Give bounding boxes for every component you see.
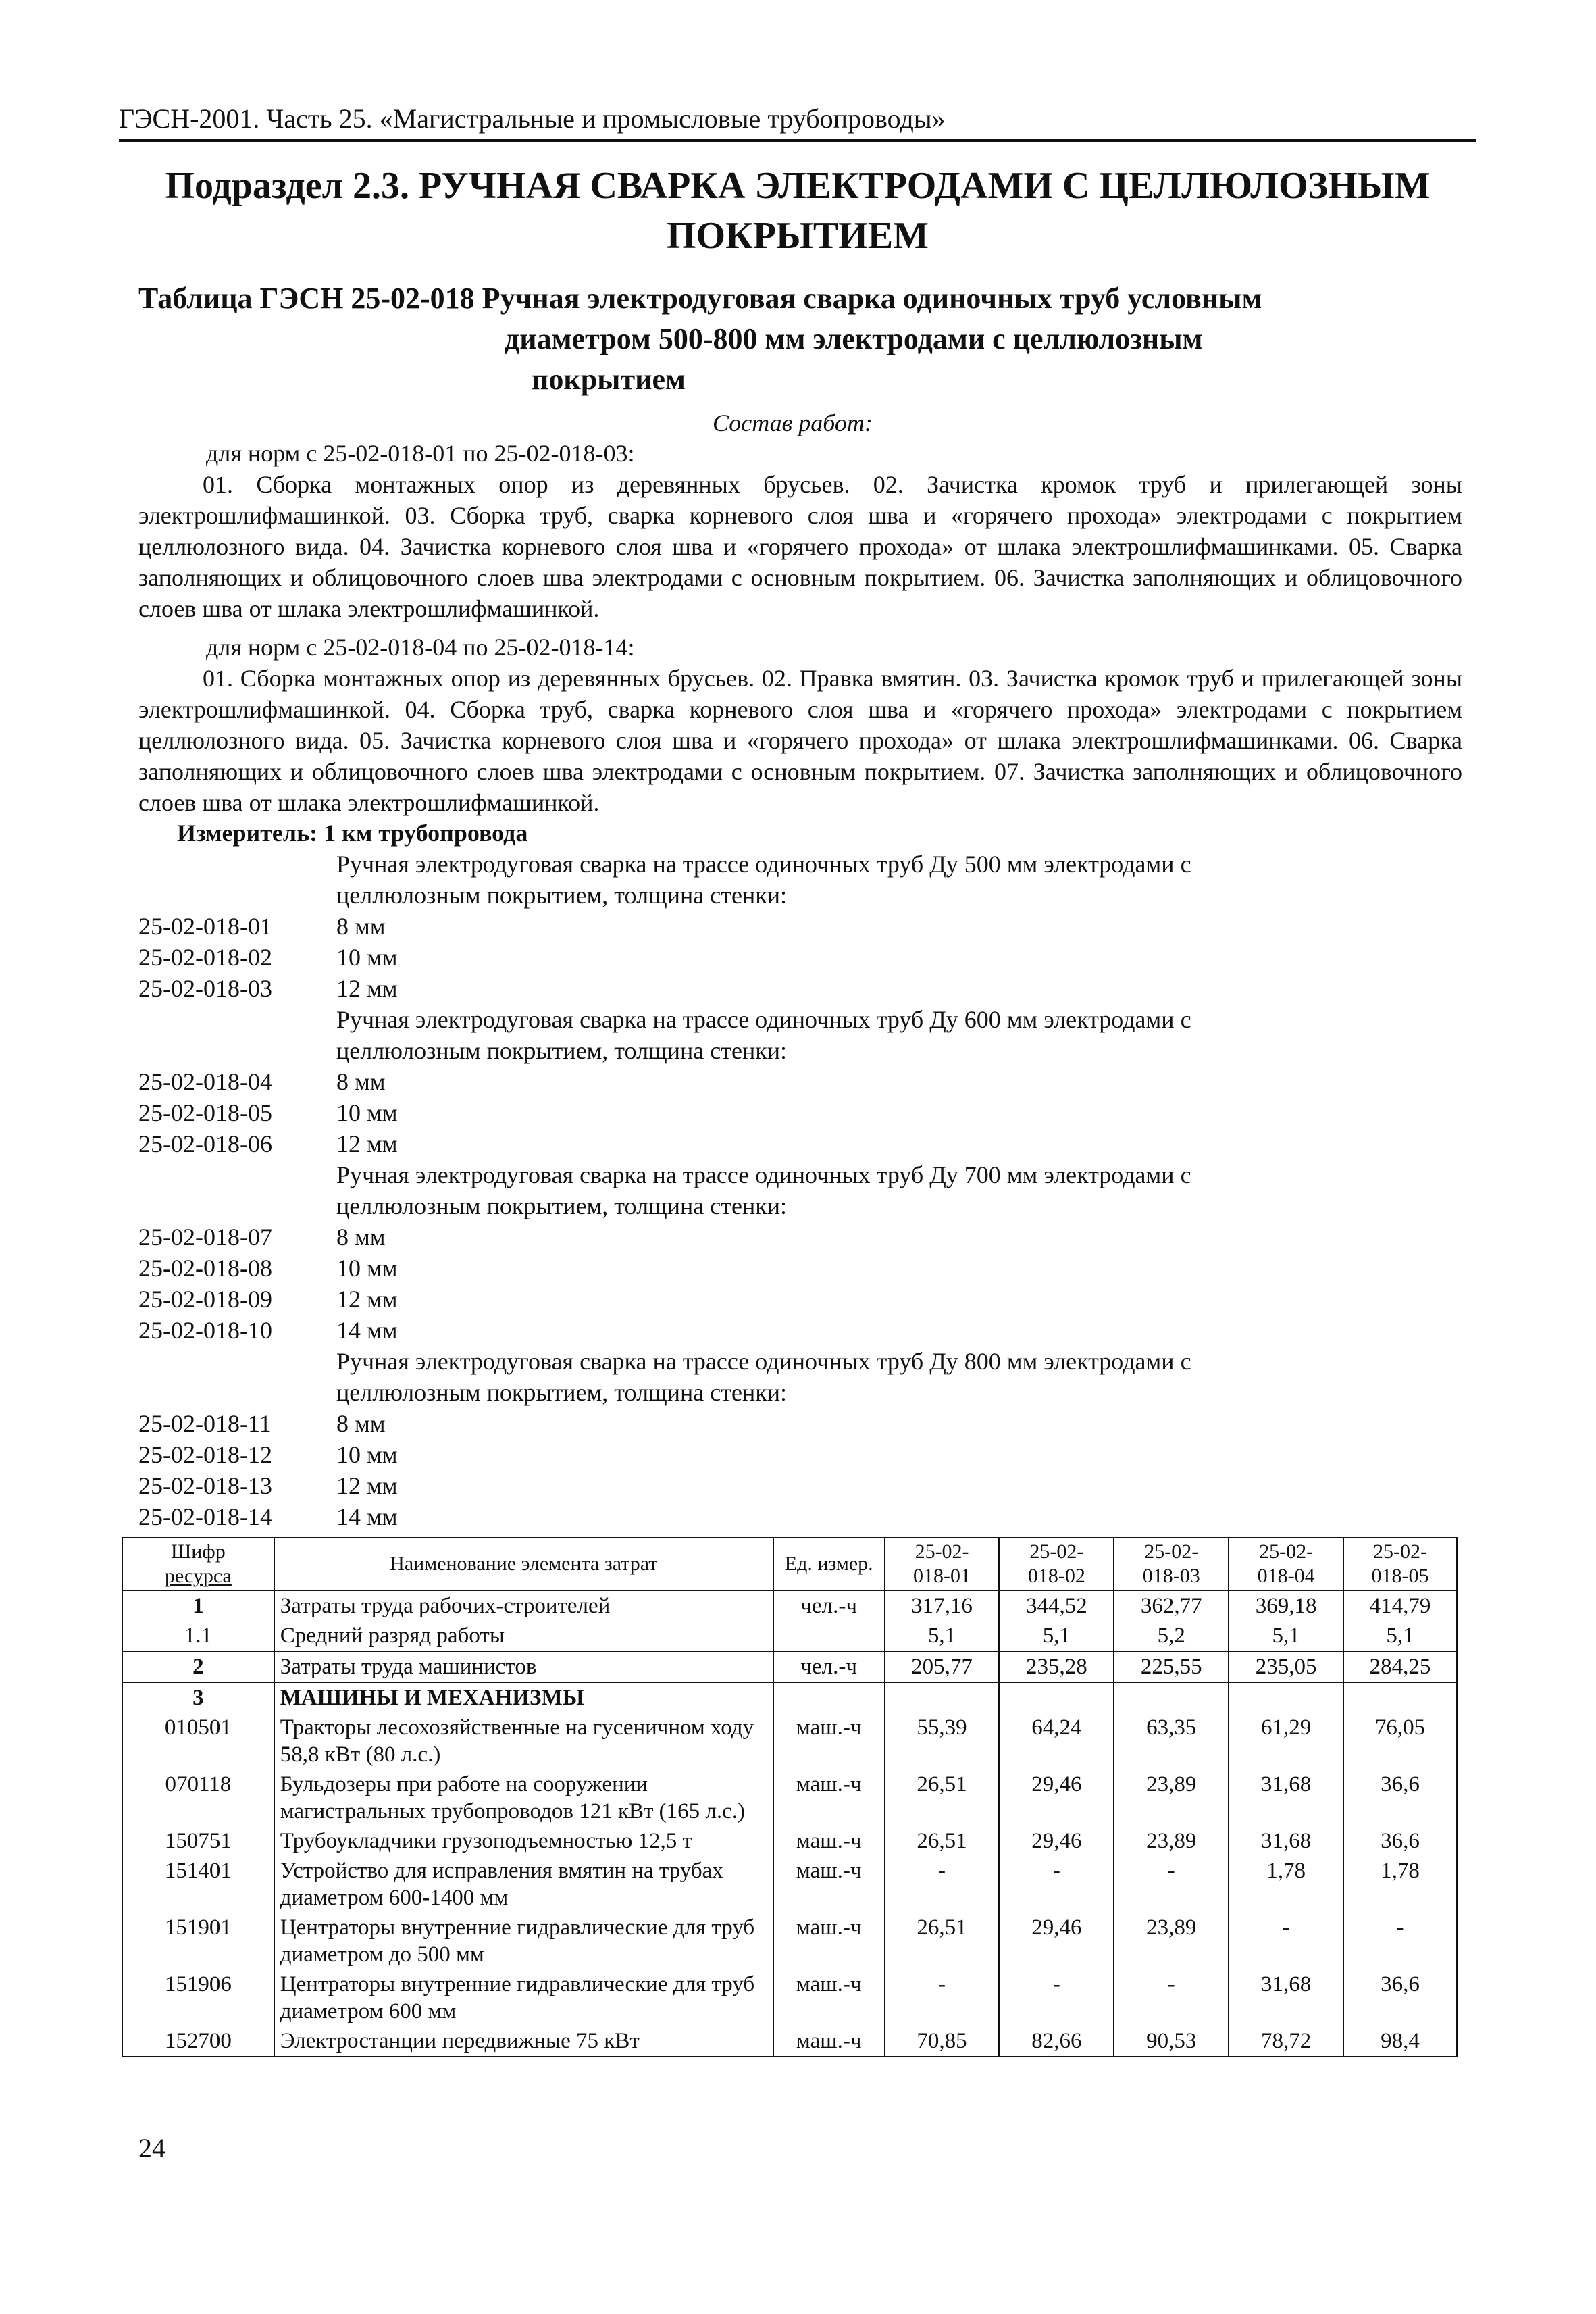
norm-row xyxy=(138,1284,1462,1315)
norm-row xyxy=(138,1501,1462,1532)
cell-code: 070118 xyxy=(122,1769,274,1826)
cell-value: 82,66 xyxy=(999,2026,1114,2057)
cell-value: 225,55 xyxy=(1114,1651,1229,1682)
table-row xyxy=(122,1826,1457,1856)
cell-value: 64,24 xyxy=(999,1713,1114,1769)
norm-code: 25-02-018-04 xyxy=(138,1068,272,1095)
cell-value: 23,89 xyxy=(1114,1826,1229,1856)
cell-unit: маш.-ч xyxy=(773,1826,885,1856)
norm-group-700 xyxy=(138,1159,1462,1346)
table-row xyxy=(122,1856,1457,1913)
cell-value: 5,2 xyxy=(1114,1621,1229,1651)
header-l2: 018-05 xyxy=(1371,1565,1429,1587)
norm-row xyxy=(138,1408,1462,1439)
header-norm-05 xyxy=(1343,1538,1457,1590)
table-title-line2: диаметром 500-800 мм электродами с целлюлозным xyxy=(505,322,1203,355)
group-description-line2: целлюлозным покрытием, толщина стенки: xyxy=(336,882,787,909)
norm-row xyxy=(138,1253,1462,1284)
table-title xyxy=(138,278,1449,400)
cell-value: 31,68 xyxy=(1229,1826,1343,1856)
cell-unit xyxy=(773,1621,885,1651)
cell-value: 235,28 xyxy=(999,1651,1114,1682)
cell-unit: маш.-ч xyxy=(773,1856,885,1913)
header-code-line2: ресурса xyxy=(164,1565,232,1587)
cell-value: 90,53 xyxy=(1114,2026,1229,2057)
group-description-line2: целлюлозным покрытием, толщина стенки: xyxy=(336,1379,787,1406)
group-description-line1: Ручная электродуговая сварка на трассе одиночных труб Ду 800 мм электродами с xyxy=(336,1348,1191,1375)
cell-value xyxy=(1114,1682,1229,1713)
cell-name: Центраторы внутренние гидравлические для труб диаметром 600 мм xyxy=(274,1969,773,2026)
cell-unit: маш.-ч xyxy=(773,1713,885,1769)
cell-name: Устройство для исправления вмятин на трубах диаметром 600-1400 мм xyxy=(274,1856,773,1913)
cell-value xyxy=(999,1682,1114,1713)
cell-value: 36,6 xyxy=(1343,1769,1457,1826)
norm-code: 25-02-018-07 xyxy=(138,1224,272,1251)
cell-value: 362,77 xyxy=(1114,1590,1229,1621)
table-row xyxy=(122,1913,1457,1969)
cell-value: 55,39 xyxy=(885,1713,1000,1769)
norm-code: 25-02-018-11 xyxy=(138,1410,272,1437)
table-row xyxy=(122,2026,1457,2057)
cell-name: Тракторы лесохозяйственные на гусеничном ходу 58,8 кВт (80 л.с.) xyxy=(274,1713,773,1769)
resource-table xyxy=(122,1537,1458,2057)
cell-value xyxy=(1343,1682,1457,1713)
table-row xyxy=(122,1769,1457,1826)
group-description xyxy=(138,1159,1462,1222)
table-row xyxy=(122,1713,1457,1769)
cell-value: 76,05 xyxy=(1343,1713,1457,1769)
norm-row xyxy=(138,1222,1462,1253)
norm-row xyxy=(138,1097,1462,1128)
header-norm-04 xyxy=(1229,1538,1343,1590)
norm-row xyxy=(138,1128,1462,1159)
cell-name: Трубоукладчики грузоподъемностью 12,5 т xyxy=(274,1826,773,1856)
norm-row xyxy=(138,973,1462,1004)
work-text-2: 01. Сборка монтажных опор из деревянных брусьев. 02. Правка вмятин. 03. Зачистка кромок труб и прилегающей зоны электрошлифмашинкой. 04. Сборка труб, сварка корневого слоя шва и «горячего прохода» электродами с покрытием целлюлозного вида. 05. Зачистка корневого слоя шва и «горячего прохода» от шлака электрошлифмашинками. 06. Сварка заполняющих и облицовочного слоев шва электродами с основным покрытием. 07. Зачистка заполняющих и облицовочного слоев шва от шлака электрошлифмашинкой. xyxy=(138,665,1462,816)
cell-code: 152700 xyxy=(122,2026,274,2057)
cell-value: - xyxy=(999,1856,1114,1913)
norm-code: 25-02-018-10 xyxy=(138,1317,272,1344)
cell-name: Бульдозеры при работе на сооружении магистральных трубопроводов 121 кВт (165 л.с.) xyxy=(274,1769,773,1826)
table-row xyxy=(122,1651,1457,1682)
cell-code: 151401 xyxy=(122,1856,274,1913)
cell-name: Затраты труда рабочих-строителей xyxy=(274,1590,773,1621)
norm-code: 25-02-018-12 xyxy=(138,1441,272,1468)
cell-value: 26,51 xyxy=(885,1826,1000,1856)
group-description-line1: Ручная электродуговая сварка на трассе одиночных труб Ду 700 мм электродами с xyxy=(336,1161,1191,1188)
norm-group-800 xyxy=(138,1346,1462,1532)
norm-code: 25-02-018-02 xyxy=(138,944,272,971)
header-norm-01 xyxy=(885,1538,1000,1590)
wall-thickness: 12 мм xyxy=(336,1130,398,1157)
subsection-title-line2: ПОКРЫТИЕМ xyxy=(666,215,929,257)
norm-row xyxy=(138,1470,1462,1501)
norm-group-500 xyxy=(138,849,1462,1004)
cell-value: 369,18 xyxy=(1229,1590,1343,1621)
norm-code: 25-02-018-08 xyxy=(138,1255,272,1282)
cell-code: 1.1 xyxy=(122,1621,274,1651)
table-row xyxy=(122,1621,1457,1651)
cell-value: 414,79 xyxy=(1343,1590,1457,1621)
header-l1: 25-02- xyxy=(1373,1540,1428,1563)
cell-unit: чел.-ч xyxy=(773,1590,885,1621)
header-name: Наименование элемента затрат xyxy=(274,1538,773,1590)
norm-row xyxy=(138,1315,1462,1346)
wall-thickness: 10 мм xyxy=(336,1099,398,1126)
header-norm-02 xyxy=(999,1538,1114,1590)
cell-name: Центраторы внутренние гидравлические для труб диаметром до 500 мм xyxy=(274,1913,773,1969)
cell-value xyxy=(1229,1682,1343,1713)
norm-code: 25-02-018-01 xyxy=(138,913,272,940)
header-l1: 25-02- xyxy=(1144,1540,1199,1563)
wall-thickness: 12 мм xyxy=(336,1286,398,1313)
header-unit: Ед. измер. xyxy=(773,1538,885,1590)
norm-code: 25-02-018-14 xyxy=(138,1503,272,1530)
cell-value: 70,85 xyxy=(885,2026,1000,2057)
norm-code: 25-02-018-03 xyxy=(138,975,272,1002)
wall-thickness: 10 мм xyxy=(336,944,398,971)
norm-row xyxy=(138,1439,1462,1470)
norm-range-2: для норм с 25-02-018-04 по 25-02-018-14: xyxy=(206,634,635,661)
cell-value: 344,52 xyxy=(999,1590,1114,1621)
wall-thickness: 14 мм xyxy=(336,1317,398,1344)
work-text-1: 01. Сборка монтажных опор из деревянных брусьев. 02. Зачистка кромок труб и прилегающей зоны электрошлифмашинкой. 03. Сборка труб, сварка корневого слоя шва и «горячего прохода» электродами с покрытием целлюлозного вида. 04. Зачистка корневого слоя шва и «горячего прохода» от шлака электрошлифмашинками. 05. Сварка заполняющих и облицовочного слоев шва электродами с основным покрытием. 06. Зачистка заполняющих и облицовочного слоев шва от шлака электрошлифмашинкой. xyxy=(138,471,1462,622)
header-l2: 018-01 xyxy=(913,1565,971,1587)
cell-code: 151906 xyxy=(122,1969,274,2026)
subsection-title xyxy=(119,161,1476,261)
wall-thickness: 8 мм xyxy=(336,1410,386,1437)
work-composition-label: Состав работ: xyxy=(713,409,873,436)
cell-value: 1,78 xyxy=(1343,1856,1457,1913)
cell-unit: маш.-ч xyxy=(773,1913,885,1969)
table-row xyxy=(122,1969,1457,2026)
cell-value: 205,77 xyxy=(885,1651,1000,1682)
work-composition-text-2 xyxy=(138,663,1462,818)
norm-code: 25-02-018-05 xyxy=(138,1099,272,1126)
cell-value: - xyxy=(999,1969,1114,2026)
cell-name: Электростанции передвижные 75 кВт xyxy=(274,2026,773,2057)
cell-value: 26,51 xyxy=(885,1913,1000,1969)
cell-code: 1 xyxy=(122,1590,274,1621)
cell-value: 317,16 xyxy=(885,1590,1000,1621)
cell-value: 23,89 xyxy=(1114,1913,1229,1969)
cell-code: 010501 xyxy=(122,1713,274,1769)
cell-value: 36,6 xyxy=(1343,1969,1457,2026)
cell-value: 31,68 xyxy=(1229,1969,1343,2026)
cell-code: 3 xyxy=(122,1682,274,1713)
header-l2: 018-03 xyxy=(1142,1565,1200,1587)
cell-unit: маш.-ч xyxy=(773,1769,885,1826)
meter-label: Измеритель: 1 км трубопровода xyxy=(177,820,528,847)
cell-name: Затраты труда машинистов xyxy=(274,1651,773,1682)
cell-value: - xyxy=(1114,1856,1229,1913)
table-row xyxy=(122,1682,1457,1713)
group-description xyxy=(138,1004,1462,1066)
cell-code: 150751 xyxy=(122,1826,274,1856)
cell-value: 29,46 xyxy=(999,1826,1114,1856)
header-code-line1: Шифр xyxy=(170,1540,226,1563)
cell-value xyxy=(885,1682,1000,1713)
norm-row xyxy=(138,942,1462,973)
cell-name: МАШИНЫ И МЕХАНИЗМЫ xyxy=(274,1682,773,1713)
cell-value: 5,1 xyxy=(999,1621,1114,1651)
table-header-row xyxy=(122,1538,1457,1590)
table-row xyxy=(122,1590,1457,1621)
header-l2: 018-02 xyxy=(1027,1565,1085,1587)
group-description-line2: целлюлозным покрытием, толщина стенки: xyxy=(336,1192,787,1219)
cell-value: 26,51 xyxy=(885,1769,1000,1826)
cell-value: - xyxy=(1114,1969,1229,2026)
table-title-line3: покрытием xyxy=(532,363,686,396)
cell-unit: маш.-ч xyxy=(773,1969,885,2026)
cell-code: 151901 xyxy=(122,1913,274,1969)
cell-code: 2 xyxy=(122,1651,274,1682)
cell-value: 5,1 xyxy=(1343,1621,1457,1651)
cell-value: 235,05 xyxy=(1229,1651,1343,1682)
cell-value: - xyxy=(1343,1913,1457,1969)
cell-value: 98,4 xyxy=(1343,2026,1457,2057)
cell-unit: маш.-ч xyxy=(773,2026,885,2057)
group-description-line2: целлюлозным покрытием, толщина стенки: xyxy=(336,1037,787,1064)
group-description-line1: Ручная электродуговая сварка на трассе одиночных труб Ду 500 мм электродами с xyxy=(336,851,1191,878)
norm-row xyxy=(138,1066,1462,1097)
cell-value: 29,46 xyxy=(999,1913,1114,1969)
cell-value: 36,6 xyxy=(1343,1826,1457,1856)
cell-unit xyxy=(773,1682,885,1713)
header-code xyxy=(122,1538,274,1590)
cell-name: Средний разряд работы xyxy=(274,1621,773,1651)
subsection-title-line1: Подраздел 2.3. РУЧНАЯ СВАРКА ЭЛЕКТРОДАМИ С ЦЕЛЛЮЛОЗНЫМ xyxy=(165,165,1431,207)
norm-group-600 xyxy=(138,1004,1462,1159)
cell-value: 1,78 xyxy=(1229,1856,1343,1913)
norm-range-1: для норм с 25-02-018-01 по 25-02-018-03: xyxy=(206,440,635,467)
wall-thickness: 8 мм xyxy=(336,1068,386,1095)
running-header: ГЭСН-2001. Часть 25. «Магистральные и промысловые трубопроводы» xyxy=(119,101,1476,142)
wall-thickness: 14 мм xyxy=(336,1503,398,1530)
norm-code: 25-02-018-09 xyxy=(138,1286,272,1313)
wall-thickness: 10 мм xyxy=(336,1441,398,1468)
header-l1: 25-02- xyxy=(1029,1540,1084,1563)
cell-value: 78,72 xyxy=(1229,2026,1343,2057)
cell-value: 284,25 xyxy=(1343,1651,1457,1682)
cell-value: 63,35 xyxy=(1114,1713,1229,1769)
norm-code: 25-02-018-13 xyxy=(138,1472,272,1499)
work-composition-text-1 xyxy=(138,469,1462,624)
page-number: 24 xyxy=(138,2133,165,2163)
wall-thickness: 8 мм xyxy=(336,913,386,940)
group-description-line1: Ручная электродуговая сварка на трассе одиночных труб Ду 600 мм электродами с xyxy=(336,1006,1191,1033)
cell-value: 31,68 xyxy=(1229,1769,1343,1826)
wall-thickness: 12 мм xyxy=(336,1472,398,1499)
norm-code: 25-02-018-06 xyxy=(138,1130,272,1157)
header-l1: 25-02- xyxy=(915,1540,969,1563)
cell-value: 23,89 xyxy=(1114,1769,1229,1826)
header-norm-03 xyxy=(1114,1538,1229,1590)
cell-value: 61,29 xyxy=(1229,1713,1343,1769)
cell-value: - xyxy=(885,1969,1000,2026)
group-description xyxy=(138,849,1462,911)
table-title-line1: Таблица ГЭСН 25-02-018 Ручная электродуговая сварка одиночных труб условным xyxy=(138,282,1262,315)
cell-unit: чел.-ч xyxy=(773,1651,885,1682)
wall-thickness: 10 мм xyxy=(336,1255,398,1282)
cell-value: 5,1 xyxy=(885,1621,1000,1651)
norm-row xyxy=(138,911,1462,942)
wall-thickness: 12 мм xyxy=(336,975,398,1002)
header-l1: 25-02- xyxy=(1259,1540,1314,1563)
header-l2: 018-04 xyxy=(1257,1565,1315,1587)
cell-value: 29,46 xyxy=(999,1769,1114,1826)
group-description xyxy=(138,1346,1462,1408)
cell-value: - xyxy=(885,1856,1000,1913)
cell-value: 5,1 xyxy=(1229,1621,1343,1651)
wall-thickness: 8 мм xyxy=(336,1224,386,1251)
cell-value: - xyxy=(1229,1913,1343,1969)
